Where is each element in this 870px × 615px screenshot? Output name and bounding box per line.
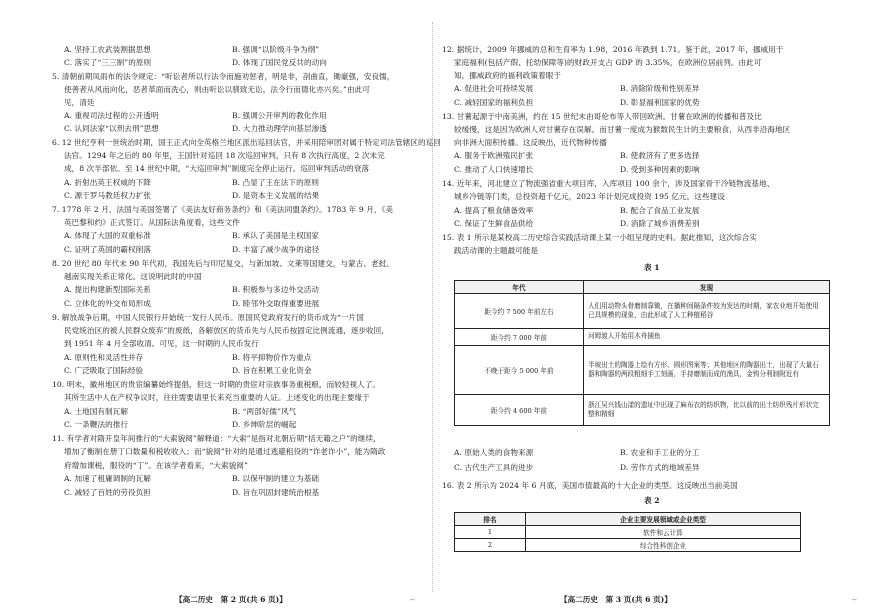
answer-option: D. 体现了国民党反共的动向 (232, 58, 327, 67)
question-text: 知，挪威政府的福利政策着眼于 (454, 71, 562, 80)
answer-option: D. 乡绅阶层的崛起 (232, 420, 297, 429)
table-header-cell: 年代 (455, 281, 584, 294)
answer-option: C. 一条鞭法的推行 (64, 420, 129, 429)
answer-option: B. “两部好儒”风气 (232, 407, 297, 416)
answer-option: D. 丰富了减少战争的途径 (232, 245, 320, 254)
answer-option: C. 立体化的外交布局形成 (64, 299, 151, 308)
answer-option: C. 广泛吸取了国际经验 (64, 366, 144, 375)
exam-page-right (440, 0, 870, 615)
question-text: 城乡冷链等门类，总投资超千亿元，2023 年计划完成投资 195 亿元。这些建设 (454, 192, 725, 201)
rank-cell: 1 (455, 526, 526, 539)
answer-option: B. 配合了食品工业发展 (620, 206, 700, 215)
answer-option: D. 大力推动理学向基层渗透 (232, 124, 327, 133)
table-row (455, 395, 830, 426)
table-1 (454, 280, 830, 426)
table-caption: 表 1 (644, 263, 660, 272)
answer-option: B. 承认了美国是主权国家 (232, 231, 319, 240)
question-stem: 7. 1778 年 2 月，法国与美国签署了《美法友好商务条约》和《美法同盟条约》。1783 年 9 月，《美 (52, 205, 393, 214)
answer-option: B. 消除阶级和性别差异 (620, 84, 700, 93)
question-text: 府增加课税，服役的“丁”。在该学者看来，“大索貌阅” (64, 461, 248, 470)
question-text: 家庭福利(包括产假、托幼保障等)的财政开支占 GDP 的 3.35%，在欧洲位居前列。由此可 (454, 58, 762, 67)
question-stem: 14. 近年来，河北建立了物流强省重大项目库，入库项目 100 余个，涉及国家骨干冷链物流基地、 (442, 179, 775, 188)
answer-option: D. 是资本主义发展的结果 (232, 191, 320, 200)
question-text: 民党统治区的被人民群众废弃”的废纸，各解放区的货币先与人民币按固定比例流通，逐步收回， (64, 326, 389, 335)
answer-option: D. 睦邻外交取得重要进展 (232, 299, 320, 308)
answer-option: A. 促进社会可持续发展 (454, 84, 534, 93)
discovery-cell: 河姆渡人开始用木舟捕鱼 (584, 329, 830, 346)
question-text: 法官。1294 年之后的 80 年里，王国针对巡回 18 次巡回审判，只有 8 次执行高度，2 次未完 (64, 151, 385, 160)
answer-option: C. 减轻国家的福利负担 (454, 98, 534, 107)
question-text: 见，清廷 (64, 98, 95, 107)
page-footer: 【高二历史 第 2 页(共 6 页)】 (175, 595, 287, 604)
question-text: 到 1951 年 4 月全部收清。可见，这一时期的人民币发行 (64, 339, 259, 348)
question-text: 使善者从风而向化，恶者革面而洗心，则由听讼以驯致无讼，法令行而德化亦兴矣。”由此可 (64, 85, 370, 94)
answer-option: C. 保证了生鲜食品供给 (454, 219, 534, 228)
answer-option: D. 旨在积累工业化资金 (232, 366, 312, 375)
answer-option: B. 强调“以阶级斗争为纲” (232, 45, 320, 54)
rank-cell: 2 (455, 539, 526, 552)
question-text: 成，8 次半部依。至 14 世纪中期，“大巡回审判”制度完全停止运行。巡回审判活动的衰落 (64, 164, 370, 173)
question-text: 增加了衡制在册丁口数量和税收收入；而“貌阅”针对的是通过逃避租役的“诈老诈小”，能为隋政 (64, 447, 386, 456)
answer-option: C. 证明了英国的霸权削落 (64, 245, 151, 254)
company-type-cell: 综合性科创企业 (526, 539, 801, 552)
question-text: 践活动课的主题最可能是 (454, 246, 539, 255)
answer-option: A. 重视司法过程的公开透明 (64, 111, 159, 120)
answer-option: A. 体现了大国的双重标准 (64, 231, 151, 240)
answer-option: B. 将平抑物价作为重点 (232, 353, 312, 362)
answer-option: A. 原则性和灵活性并存 (64, 353, 144, 362)
question-text: 越南实现关系正常化。这说明此时的中国 (64, 272, 202, 281)
page-mark: -- (410, 596, 415, 604)
answer-option: C. 减轻了百姓的劳役负担 (64, 488, 151, 497)
question-stem: 9. 解放战争后期，中国人民银行开始统一发行人民币。原国民党政府发行的货币成为“一片国 (52, 313, 364, 322)
discovery-cell: 半坡出土的陶器上绘有方形、圆形图案等；其他地区的陶器出土，出现了大量石器和陶器的两段粗细手工刻画，手持磨制而成的渔具，金钩分利制附近有 (584, 346, 830, 395)
question-stem: 13. 甘薯起源于中南美洲，约在 15 世纪末由哥伦布等人带回欧洲。甘薯在欧洲的传播和普及比 (442, 112, 762, 121)
discovery-cell: 浙江吴兴钱山漾的遗址中出现了麻布衣的纺织物，比以前的出土纺织残片形状完整和精细 (584, 395, 830, 426)
answer-option: B. 农业和手工业的分工 (620, 448, 700, 457)
answer-option: B. 以保甲制的建立为基础 (232, 474, 319, 483)
answer-option: A. 加速了租庸调制的瓦解 (64, 474, 151, 483)
answer-option: B. 积极参与多边外交活动 (232, 285, 319, 294)
question-stem: 11. 有学者对隋开皇年间推行的“大索貌阅”解释道：“大索”是指对北朝后期“括无籍之户”的继续， (52, 434, 381, 443)
table-row (455, 294, 830, 329)
table-header-cell: 发现 (584, 281, 830, 294)
answer-option: D. 彰显福利国家的优势 (620, 98, 700, 107)
answer-option: A. 土地国有制瓦解 (64, 407, 128, 416)
question-stem: 12. 据统计，2009 年挪威的总和生育率为 1.98，2016 年跌到 1.71。鉴于此，2017 年，挪威用于 (442, 45, 784, 54)
era-cell: 距今约 4 600 年前 (455, 395, 584, 426)
table-row (455, 526, 801, 539)
era-cell: 不晚于距今 5 000 年前 (455, 346, 584, 395)
question-stem: 6. 12 世纪亨利一世统治时期，国王正式向全英格兰地区派出巡回法官，并采用陪审团对属于特定司法管辖区的巡回 (52, 138, 441, 147)
question-stem: 10. 明末，徽州地区的贵宦编纂始终提倡，但这一时期的贵宦对宗族事务重税粮，而较轻视人了。 (52, 380, 381, 389)
page-mark: -- (852, 596, 857, 604)
era-cell: 距今约 7 500 年前左右 (455, 294, 584, 329)
question-stem: 5. 清朝前期凤雨布的法令规定：“听讼者所以行法令而施劝惩者，明是非，剖曲直，锄豪强，安良懦， (52, 72, 395, 81)
answer-option: D. 消除了城乡消费差别 (620, 219, 700, 228)
table-2 (454, 512, 801, 552)
company-type-cell: 软件和云计算 (526, 526, 801, 539)
answer-option: A. 提出构建新型国际关系 (64, 285, 151, 294)
question-text: 其所生活中人在产权争议时，往往需要请里长来充当重要的人证。上述变化的出现主要缘于 (64, 393, 370, 402)
question-text: 向非洲大面积传播。这反映出，近代物种传播 (454, 138, 607, 147)
table-row (455, 539, 801, 552)
answer-option: D. 旨在巩固封建统治根基 (232, 488, 320, 497)
question-text: 较缓慢，这是因为欧洲人对甘薯存在误解。而甘薯一度成为猴数民生计的主要粮食，从西非沿海地区 (454, 125, 791, 134)
table-header-cell: 企业主要发展领域或企业类型 (526, 513, 801, 526)
answer-option: A. 折射出英王权威的下降 (64, 178, 151, 187)
question-stem: 8. 20 世纪 80 年代末 90 年代初，我国先后与印尼复交，与新加坡、文莱等国建交，与蒙古、老挝、 (52, 259, 394, 268)
answer-option: A. 服务于欧洲殖民扩张 (454, 151, 534, 160)
table-caption: 表 2 (644, 496, 660, 505)
question-stem: 16. 表 2 所示为 2024 年 6 月底，美国市值最高的十大企业的类型。这反映出当前美国 (442, 481, 738, 490)
answer-option: B. 强调公开审判的教化作用 (232, 111, 327, 120)
question-text: 英巴黎和约》正式签订。从国际法角度看，这些文件 (64, 218, 240, 227)
answer-option: B. 凸显了王在法下的原则 (232, 178, 319, 187)
answer-option: D. 受到多种因素的影响 (620, 165, 700, 174)
answer-option: C. 认同法家“以刑去刑”思想 (64, 124, 159, 133)
answer-option: B. 使救济有了更多选择 (620, 151, 700, 160)
answer-option: C. 古代生产工具的进步 (454, 463, 534, 472)
page-footer: 【高二历史 第 3 页(共 6 页)】 (560, 595, 672, 604)
table-row (455, 346, 830, 395)
table-row (455, 329, 830, 346)
page-divider (432, 22, 433, 592)
answer-option: D. 劳作方式的地域差异 (620, 463, 700, 472)
table-header-cell: 排名 (455, 513, 526, 526)
discovery-cell: 人们用动物头骨磨制靠锄，在播种间隔条件较为发达的时期，家农业地开始使用已具规模的现象，由此形成了人工种植稻谷 (584, 294, 830, 329)
answer-option: A. 提高了粮食储备效率 (454, 206, 534, 215)
answer-option: C. 落实了“三三制”的原则 (64, 58, 152, 67)
answer-option: A. 原始人类的食物来源 (454, 448, 534, 457)
question-stem: 15. 表 1 所示是某校高二历史综合实践活动课上某一小组呈现的史料。据此推知，这次综合实 (442, 233, 757, 242)
era-cell: 距今约 7 000 年前 (455, 329, 584, 346)
answer-option: A. 坚持工农武装割据思想 (64, 45, 151, 54)
answer-option: C. 推动了人口快速增长 (454, 165, 534, 174)
answer-option: C. 源于罗马教廷权力扩张 (64, 191, 151, 200)
